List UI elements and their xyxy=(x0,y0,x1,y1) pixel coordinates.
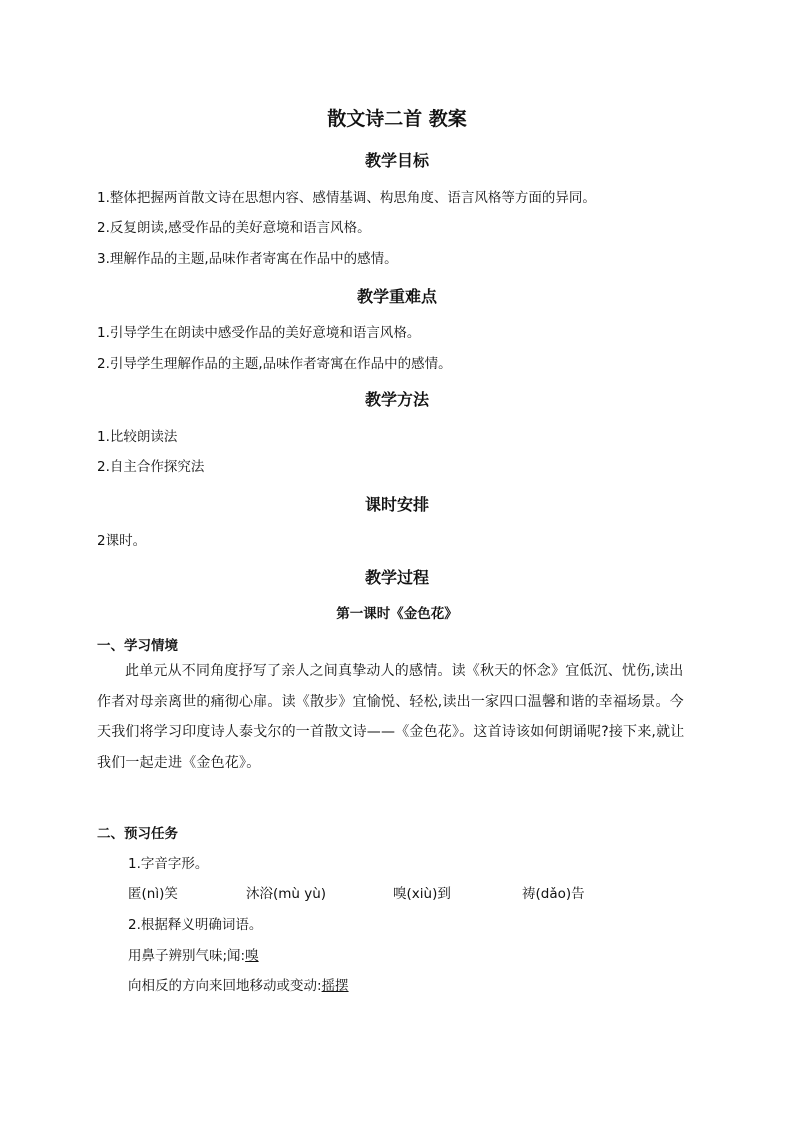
section-preview-tasks: 二、预习任务 xyxy=(97,826,178,842)
pinyin-item: 匿(nì)笑 xyxy=(128,886,178,902)
task-definitions: 2.根据释义明确词语。 xyxy=(128,917,263,933)
schedule-text: 2课时。 xyxy=(97,533,147,549)
heading-teaching-methods: 教学方法 xyxy=(364,390,429,409)
method-item: 2.自主合作探究法 xyxy=(97,459,205,475)
heading-teaching-goals: 教学目标 xyxy=(364,151,429,170)
section-learning-context: 一、学习情境 xyxy=(97,638,178,654)
definition-answer: 嗅 xyxy=(245,948,259,964)
method-item: 1.比较朗读法 xyxy=(97,429,178,445)
definition-text: 用鼻子辨别气味;闻: xyxy=(128,948,246,964)
goal-item: 3.理解作品的主题,品味作者寄寓在作品中的感情。 xyxy=(97,251,398,267)
key-point-item: 2.引导学生理解作品的主题,品味作者寄寓在作品中的感情。 xyxy=(97,356,452,372)
document-title: 散文诗二首 教案 xyxy=(327,108,467,130)
definition-line xyxy=(128,974,349,994)
definition-text: 向相反的方向来回地移动或变动: xyxy=(128,978,322,994)
learning-context-paragraph: 此单元从不同角度抒写了亲人之间真挚动人的感情。读《秋天的怀念》宜低沉、忧伤,读出作者对母亲离世的痛彻心扉。读《散步》宜愉悦、轻松,读出一家四口温馨和谐的幸福场景。今天我们将学习印度诗人泰戈尔的一首散文诗——《金色花》。这首诗该如何朗诵呢?接下来,就让我们一起走进《金色花》。 xyxy=(97,663,685,771)
definition-answer: 摇摆 xyxy=(321,978,349,994)
goal-item: 2.反复朗读,感受作品的美好意境和语言风格。 xyxy=(97,220,371,236)
heading-teaching-process: 教学过程 xyxy=(364,568,429,587)
heading-schedule: 课时安排 xyxy=(364,495,429,514)
goal-item: 1.整体把握两首散文诗在思想内容、感情基调、构思角度、语言风格等方面的异同。 xyxy=(97,190,596,206)
definition-line xyxy=(128,944,259,964)
task-pronunciation: 1.字音字形。 xyxy=(128,856,209,872)
key-point-item: 1.引导学生在朗读中感受作品的美好意境和语言风格。 xyxy=(97,325,421,341)
pinyin-item: 沐浴(mù yù) xyxy=(246,886,327,902)
pinyin-item: 祷(dǎo)告 xyxy=(522,886,585,902)
heading-key-points: 教学重难点 xyxy=(356,287,437,306)
pinyin-item: 嗅(xiù)到 xyxy=(393,886,451,902)
lesson-title: 第一课时《金色花》 xyxy=(336,606,458,622)
